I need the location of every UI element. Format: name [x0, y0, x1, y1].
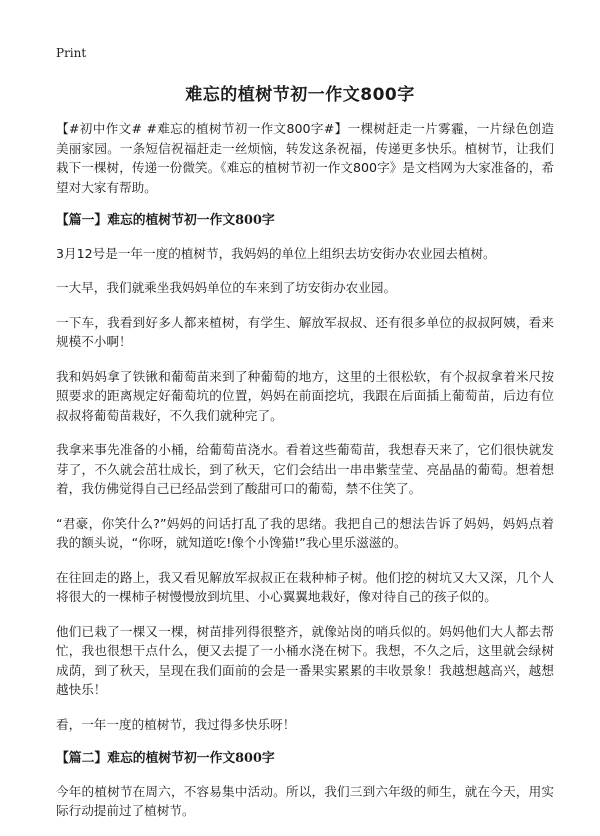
paragraph: 3月12号是一年一度的植树节，我妈妈的单位上组织去坊安街办农业园去植树。 — [56, 245, 496, 261]
paragraph: 看，一年一度的植树节，我过得多快乐呀！ — [56, 716, 296, 732]
paragraph: 在往回走的路上，我又看见解放军叔叔正在栽种柿子树。他们挖的树坑又大又深，几个人将很大的一棵柿子树慢慢放到坑里、小心翼翼地栽好，像对待自己的孩子似的。 — [56, 569, 554, 604]
article-body — [56, 119, 554, 836]
paragraph: 我和妈妈拿了铁锹和葡萄苗来到了种葡萄的地方，这里的土很松软，有个叔叔拿着米尺按照要求的距离规定好葡萄坑的位置，妈妈在前面挖坑，我跟在后面插上葡萄苗，后边有位叔叔将葡萄苗栽好，不久我们就种完了。 — [56, 368, 554, 423]
paragraph: 一下车，我看到好多人都来植树，有学生、解放军叔叔、还有很多单位的叔叔阿姨，看来规模不小啊！ — [56, 314, 554, 349]
print-link[interactable]: Print — [56, 46, 87, 60]
paragraph: 今年的植树节在周六，不容易集中活动。所以，我们三到六年级的师生，就在今天，用实际行动提前过了植树节。 — [56, 783, 554, 818]
paragraph: 他们已栽了一棵又一棵，树苗排列得很整齐，就像站岗的哨兵似的。妈妈他们大人都去帮忙，我也很想干点什么，便又去提了一小桶水浇在树下。我想，不久之后，这里就会绿树成荫，到了秋天，呈现在我们面前的会是一番果实累累的丰收景象！我越想越高兴，越想越快乐！ — [56, 623, 554, 697]
page-title: 难忘的植树节初一作文800字 — [185, 85, 415, 105]
intro-paragraph — [56, 119, 554, 197]
section-heading-2: 【篇二】难忘的植树节初一作文800字 — [56, 751, 275, 766]
paragraph: 一大早，我们就乘坐我妈妈单位的车来到了坊安街办农业园。 — [56, 280, 397, 295]
paragraph: 我拿来事先准备的小桶，给葡萄苗浇水。看着这些葡萄苗，我想春天来了，它们很快就发芽了，不久就会茁壮成长，到了秋天，它们会结出一串串紫莹莹、亮晶晶的葡萄。想着想着，我仿佛觉得自己已经品尝到了酸甜可口的葡萄，禁不住笑了。 — [56, 442, 554, 496]
section-heading-1: 【篇一】难忘的植树节初一作文800字 — [56, 213, 275, 228]
intro-text: 一棵树赶走一片雾霾，一片绿色创造美丽家园。一条短信祝福赶走一丝烦恼，转发这条祝福，传递更多快乐。植树节，让我们栽下一棵树，传递一份微笑。《难忘的植树节初一作文800字》是文档网为大家准备的，希望对大家有帮助。 — [56, 121, 555, 195]
intro-tags[interactable]: 【#初中作文# #难忘的植树节初一作文800字#】 — [56, 121, 348, 136]
paragraph: “君豪，你笑什么?”妈妈的问话打乱了我的思绪。我把自己的想法告诉了妈妈，妈妈点着我的额头说，“你呀，就知道吃!像个小馋猫!”我心里乐滋滋的。 — [56, 515, 554, 550]
